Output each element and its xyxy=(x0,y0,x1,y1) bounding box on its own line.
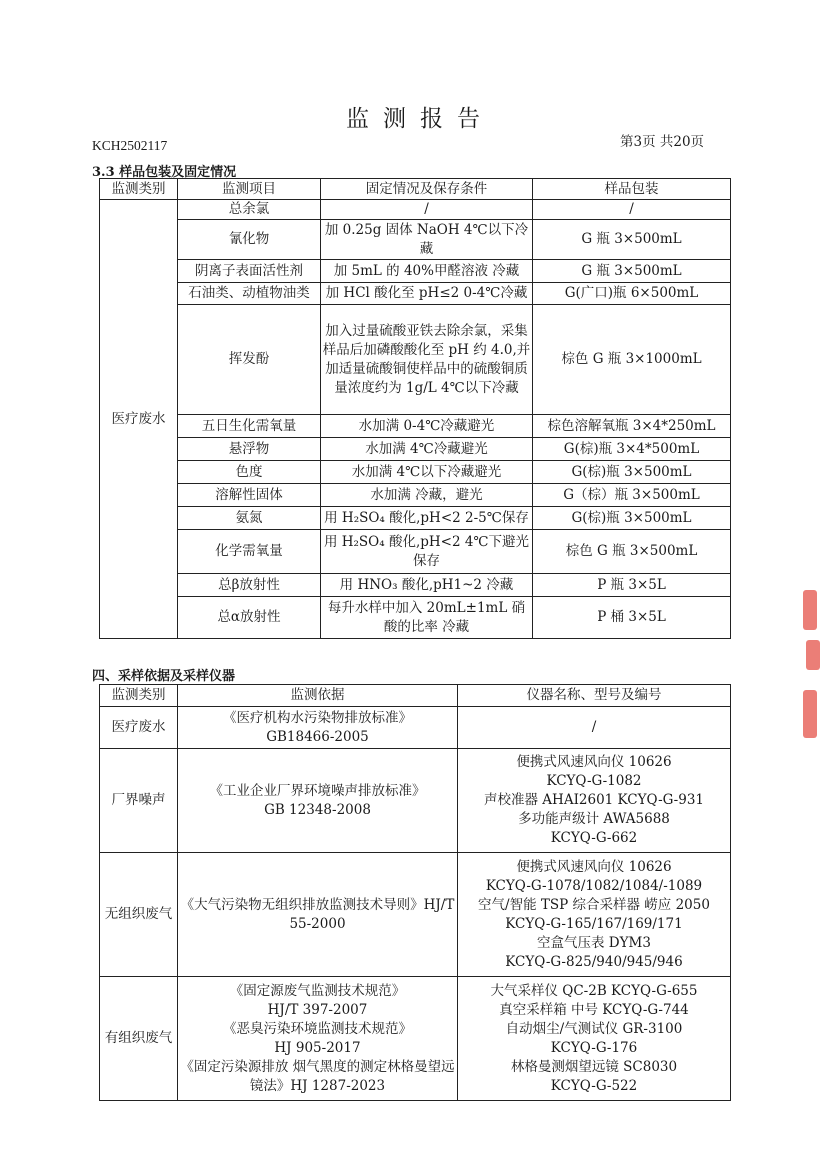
table-row xyxy=(100,415,731,438)
basis-line: 《大气污染物无组织排放监测技术导则》HJ/T 55-2000 xyxy=(180,896,455,932)
basis-cell xyxy=(178,977,458,1101)
item-cell: 悬浮物 xyxy=(178,438,321,461)
column-header: 监测类别 xyxy=(100,685,178,707)
pack-cell: G(广口)瓶 6×500mL xyxy=(533,283,731,305)
table-row xyxy=(100,484,731,507)
pack-cell: P 桶 3×5L xyxy=(533,597,731,639)
instrument-line: / xyxy=(591,719,597,735)
packaging-table xyxy=(99,178,731,639)
fix-cell: 用 H₂SO₄ 酸化,pH<2 4℃下避光保存 xyxy=(321,530,533,574)
table-header-row xyxy=(100,179,731,200)
item-cell: 氨氮 xyxy=(178,507,321,530)
instrument-cell xyxy=(458,977,731,1101)
seal-stamp-fragment xyxy=(806,640,820,670)
fix-cell: 水加满 0-4℃冷藏避光 xyxy=(321,415,533,438)
page-title: 监测报告 xyxy=(346,106,494,132)
column-header: 监测项目 xyxy=(178,179,321,200)
category-cell: 厂界噪声 xyxy=(100,749,178,853)
fix-cell: 加入过量硫酸亚铁去除余氯，采集样品后加磷酸酸化至 pH 约 4.0,并加适量硫酸铜使样品中的硫酸铜质量浓度约为 1g/L 4℃以下冷藏 xyxy=(321,305,533,415)
table-row xyxy=(100,749,731,853)
pack-cell: G(棕)瓶 3×4*500mL xyxy=(533,438,731,461)
pack-cell: G 瓶 3×500mL xyxy=(533,260,731,283)
page-number: 第3页 共20页 xyxy=(620,134,705,150)
pack-cell: 棕色溶解氧瓶 3×4*250mL xyxy=(533,415,731,438)
pack-cell: G(棕)瓶 3×500mL xyxy=(533,507,731,530)
item-cell: 溶解性固体 xyxy=(178,484,321,507)
instrument-line: 空气/智能 TSP 综合采样器 崂应 2050 xyxy=(478,896,710,913)
instrument-line: 自动烟尘/气测试仪 GR-3100 xyxy=(505,1020,683,1037)
instrument-line: 声校准器 AHAI2601 KCYQ-G-931 xyxy=(484,792,704,808)
section-3-3-title: 3.3 样品包装及固定情况 xyxy=(92,165,237,180)
basis-line: 《固定污染源排放 烟气黑度的测定林格曼望远镜法》HJ 1287-2023 xyxy=(180,1058,455,1094)
category-cell: 医疗废水 xyxy=(100,200,178,639)
item-cell: 石油类、动植物油类 xyxy=(178,283,321,305)
basis-line: 《医疗机构水污染物排放标准》 xyxy=(223,709,412,726)
instrument-line: KCYQ-G-1082 xyxy=(546,773,642,789)
basis-line: 《工业企业厂界环境噪声排放标准》 xyxy=(209,782,426,799)
instrument-line: 林格曼测烟望远镜 SC8030 xyxy=(510,1058,678,1075)
table-row xyxy=(100,574,731,597)
table-row xyxy=(100,597,731,639)
seal-stamp-fragment xyxy=(803,590,817,630)
fix-cell: 水加满 4℃以下冷藏避光 xyxy=(321,461,533,484)
instrument-cell xyxy=(458,707,731,749)
column-header: 监测依据 xyxy=(178,685,458,707)
fix-cell: / xyxy=(321,200,533,220)
instrument-line: 大气采样仪 QC-2B KCYQ-G-655 xyxy=(490,982,698,999)
basis-line: GB 12348-2008 xyxy=(264,801,371,818)
column-header: 样品包装 xyxy=(533,179,731,200)
item-cell: 总α放射性 xyxy=(178,597,321,639)
category-cell: 无组织废气 xyxy=(100,853,178,977)
item-cell: 挥发酚 xyxy=(178,305,321,415)
pack-cell: P 瓶 3×5L xyxy=(533,574,731,597)
basis-cell xyxy=(178,707,458,749)
item-cell: 总β放射性 xyxy=(178,574,321,597)
fix-cell: 用 H₂SO₄ 酸化,pH<2 2-5℃保存 xyxy=(321,507,533,530)
table-row xyxy=(100,305,731,415)
pack-cell: 棕色 G 瓶 3×1000mL xyxy=(533,305,731,415)
sampling-table xyxy=(99,684,731,1101)
instrument-cell xyxy=(458,853,731,977)
basis-line: HJ 905-2017 xyxy=(274,1039,361,1056)
instrument-line: KCYQ-G-165/167/169/171 xyxy=(505,915,683,932)
section-4-title: 四、采样依据及采样仪器 xyxy=(92,669,236,684)
pack-cell: / xyxy=(533,200,731,220)
basis-line: 《固定源废气监测技术规范》 xyxy=(229,982,406,999)
item-cell: 阴离子表面活性剂 xyxy=(178,260,321,283)
column-header: 仪器名称、型号及编号 xyxy=(458,685,731,707)
instrument-line: KCYQ-G-176 xyxy=(550,1039,638,1056)
fix-cell: 水加满 4℃冷藏避光 xyxy=(321,438,533,461)
item-cell: 化学需氧量 xyxy=(178,530,321,574)
table-row xyxy=(100,853,731,977)
table-row xyxy=(100,707,731,749)
fix-cell: 加 5mL 的 40%甲醛溶液 冷藏 xyxy=(321,260,533,283)
item-cell: 总余氯 xyxy=(178,200,321,220)
category-cell: 医疗废水 xyxy=(100,707,178,749)
table-row xyxy=(100,530,731,574)
pack-cell: G（棕）瓶 3×500mL xyxy=(533,484,731,507)
instrument-line: 真空采样箱 中号 KCYQ-G-744 xyxy=(499,1001,689,1018)
table-row xyxy=(100,220,731,260)
fix-cell: 用 HNO₃ 酸化,pH1~2 冷藏 xyxy=(321,574,533,597)
basis-cell xyxy=(178,749,458,853)
table-row xyxy=(100,260,731,283)
instrument-line: KCYQ-G-522 xyxy=(550,1077,638,1094)
fix-cell: 加 0.25g 固体 NaOH 4℃以下冷藏 xyxy=(321,220,533,260)
table-row xyxy=(100,461,731,484)
instrument-cell xyxy=(458,749,731,853)
table-row xyxy=(100,977,731,1101)
instrument-line: KCYQ-G-825/940/945/946 xyxy=(505,953,683,970)
instrument-line: 空盒气压表 DYM3 xyxy=(537,934,651,951)
seal-stamp-fragment xyxy=(803,690,817,738)
table-row xyxy=(100,283,731,305)
instrument-line: 多功能声级计 AWA5688 xyxy=(518,811,670,827)
item-cell: 氰化物 xyxy=(178,220,321,260)
fix-cell: 水加满 冷藏，避光 xyxy=(321,484,533,507)
table-row xyxy=(100,200,731,220)
pack-cell: G(棕)瓶 3×500mL xyxy=(533,461,731,484)
instrument-line: 便携式风速风向仪 10626 xyxy=(516,754,672,770)
column-header: 固定情况及保存条件 xyxy=(321,179,533,200)
table-row xyxy=(100,438,731,461)
table-row xyxy=(100,507,731,530)
fix-cell: 每升水样中加入 20mL±1mL 硝酸的比率 冷藏 xyxy=(321,597,533,639)
basis-line: HJ/T 397-2007 xyxy=(267,1001,368,1018)
item-cell: 五日生化需氧量 xyxy=(178,415,321,438)
pack-cell: G 瓶 3×500mL xyxy=(533,220,731,260)
basis-cell xyxy=(178,853,458,977)
item-cell: 色度 xyxy=(178,461,321,484)
pack-cell: 棕色 G 瓶 3×500mL xyxy=(533,530,731,574)
basis-line: GB18466-2005 xyxy=(266,728,369,745)
instrument-line: KCYQ-G-1078/1082/1084/-1089 xyxy=(485,877,703,894)
basis-line: 《恶臭污染环境监测技术规范》 xyxy=(223,1020,412,1037)
category-cell: 有组织废气 xyxy=(100,977,178,1101)
table-header-row xyxy=(100,685,731,707)
document-number: KCH2502117 xyxy=(92,138,168,153)
fix-cell: 加 HCl 酸化至 pH≤2 0-4℃冷藏 xyxy=(321,283,533,305)
instrument-line: KCYQ-G-662 xyxy=(550,830,638,846)
column-header: 监测类别 xyxy=(100,179,178,200)
instrument-line: 便携式风速风向仪 10626 xyxy=(516,858,672,875)
